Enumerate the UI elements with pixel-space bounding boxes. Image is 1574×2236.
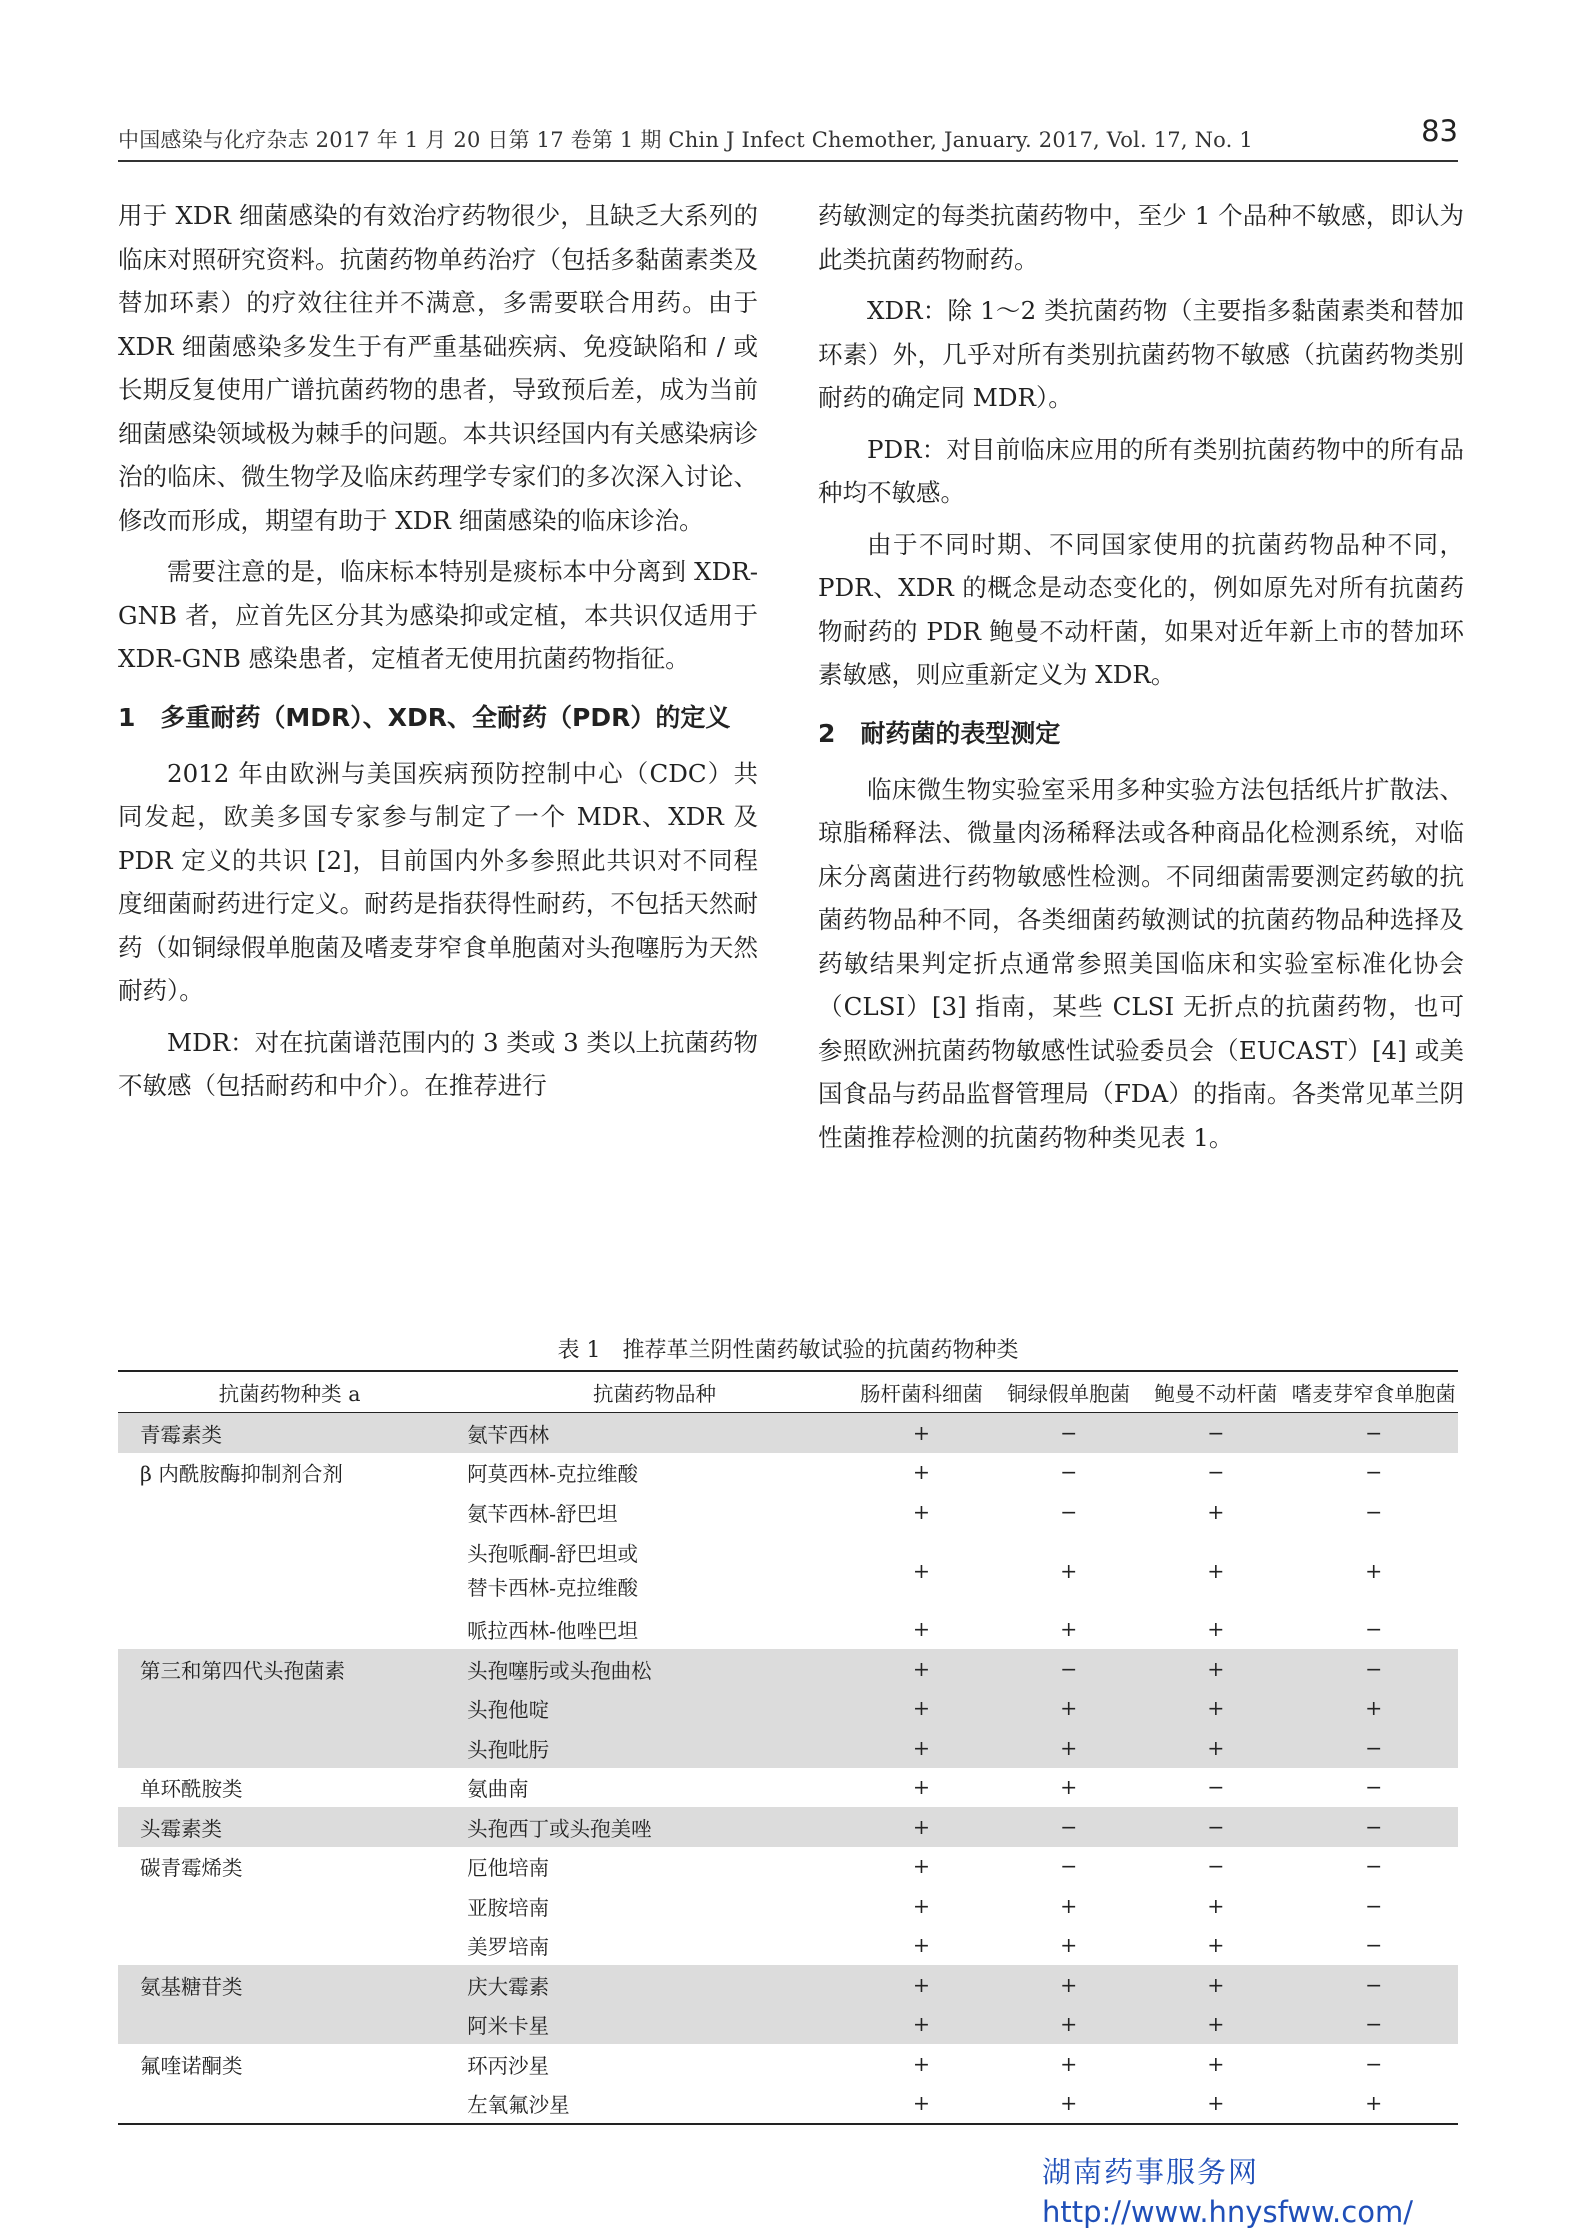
cell-antibiotic-class [118,1610,461,1650]
header-antibiotic-class: 抗菌药物种类 a [118,1371,461,1413]
table-row [118,1689,1458,1729]
cell-pseudomonas: − [1060,1499,1078,1524]
cell-antibiotic-class [118,1492,461,1532]
cell-acinetobacter: + [1207,1617,1225,1642]
cell-antibiotic-class: 氟喹诺酮类 [140,2053,243,2078]
cell-acinetobacter: − [1142,1807,1289,1847]
cell-antibiotic-drug [461,1886,848,1926]
left-column [118,194,758,1116]
cell-antibiotic-drug [461,1649,848,1689]
cell-stenotrophomonas: − [1365,2051,1383,2076]
cell-antibiotic-drug [461,1728,848,1768]
cell-pseudomonas: + [1060,1893,1078,1918]
cell-acinetobacter: + [1207,2091,1225,2116]
cell-pseudomonas: − [1060,1854,1078,1879]
paragraph: XDR：除 1～2 类抗菌药物（主要指多黏菌素类和替加环素）外，几乎对所有类别抗菌药物不敏感（抗菌药物类别耐药的确定同 MDR）。 [818,296,1464,412]
cell-antibiotic-drug [461,2084,848,2125]
table-row [118,1492,1458,1532]
site-watermark [1042,2150,1413,2229]
drug-name: 哌拉西林-他唑巴坦 [467,1619,639,1644]
drug-name: 亚胺培南 [467,1895,550,1920]
cell-stenotrophomonas: − [1365,1617,1383,1642]
cell-acinetobacter: + [1207,2051,1225,2076]
header-pseudomonas: 铜绿假单胞菌 [995,1371,1142,1413]
journal-running-title: 中国感染与化疗杂志 2017 年 1 月 20 日第 17 卷第 1 期 Chin J Infect Chemother, January. 2017, Vol. 17, No. 1 [118,128,1253,152]
cell-enterobacteriaceae: + [912,1933,931,1958]
cell-antibiotic-drug [461,1610,848,1650]
cell-acinetobacter: + [1207,1933,1225,1958]
table-row [118,1413,1458,1453]
header-acinetobacter: 鲍曼不动杆菌 [1142,1371,1289,1413]
cell-stenotrophomonas: − [1289,1807,1458,1847]
page-number: 83 [1421,114,1458,148]
cell-antibiotic-class [118,2005,461,2045]
table-row [118,1610,1458,1650]
table-row [118,1453,1458,1493]
cell-enterobacteriaceae: + [848,1689,995,1729]
cell-antibiotic-drug [461,1807,848,1847]
cell-stenotrophomonas: + [1289,1689,1458,1729]
cell-antibiotic-class: 第三和第四代头孢菌素 [118,1649,461,1689]
header-antibiotic-drug: 抗菌药物品种 [461,1371,848,1413]
cell-acinetobacter: − [1207,1775,1225,1800]
drug-name: 氨苄西林-舒巴坦 [467,1501,618,1526]
cell-enterobacteriaceae: + [848,1649,995,1689]
cell-enterobacteriaceae: + [848,1728,995,1768]
cell-enterobacteriaceae: + [912,1775,931,1800]
drug-name: 厄他培南 [467,1856,550,1881]
cell-antibiotic-class: β 内酰胺酶抑制剂合剂 [140,1462,343,1487]
drug-name: 氨曲南 [467,1777,529,1802]
cell-antibiotic-drug [461,2044,848,2084]
cell-acinetobacter: + [1142,1728,1289,1768]
cell-acinetobacter: + [1207,1558,1225,1583]
cell-antibiotic-drug [461,1453,848,1493]
cell-enterobacteriaceae: + [912,1499,931,1524]
paragraph: 需要注意的是，临床标本特别是痰标本中分离到 XDR-GNB 者，应首先区分其为感染抑或定植，本共识仅适用于 XDR-GNB 感染患者，定植者无使用抗菌药物指征。 [118,557,758,673]
cell-antibiotic-drug [461,1768,848,1808]
cell-enterobacteriaceae: + [848,1807,995,1847]
cell-enterobacteriaceae: + [912,1460,931,1485]
watermark-url[interactable]: http://www.hnysfww.com/ [1042,2195,1413,2229]
table-row [118,1926,1458,1966]
cell-pseudomonas: + [995,1728,1142,1768]
drug-name-continued: 替卡西林-克拉维酸 [467,1575,639,1600]
cell-antibiotic-drug [461,1847,848,1887]
table-row [118,1532,1458,1610]
cell-acinetobacter: + [1207,1499,1225,1524]
drug-name: 左氧氟沙星 [467,2093,570,2118]
table-row [118,1886,1458,1926]
cell-acinetobacter: + [1142,1649,1289,1689]
drug-name: 庆大霉素 [467,1974,550,1999]
cell-antibiotic-class: 碳青霉烯类 [140,1856,243,1881]
cell-antibiotic-drug [461,1492,848,1532]
paragraph: 药敏测定的每类抗菌药物中，至少 1 个品种不敏感，即认为此类抗菌药物耐药。 [818,201,1464,274]
antibiotic-table [118,1370,1458,2125]
table-row [118,2084,1458,2125]
cell-antibiotic-class [118,1728,461,1768]
cell-pseudomonas: + [1060,1933,1078,1958]
cell-enterobacteriaceae: + [848,2005,995,2045]
cell-pseudomonas: + [1060,1558,1078,1583]
drug-name: 阿米卡星 [467,2014,550,2039]
drug-name: 美罗培南 [467,1935,550,1960]
cell-acinetobacter: − [1207,1460,1225,1485]
cell-pseudomonas: + [1060,1775,1078,1800]
cell-antibiotic-class [118,1926,461,1966]
cell-stenotrophomonas: + [1365,1558,1383,1583]
drug-name: 头孢哌酮-舒巴坦或 [467,1541,639,1566]
drug-name: 头孢吡肟 [467,1737,550,1762]
cell-acinetobacter: + [1142,1689,1289,1729]
cell-antibiotic-drug [461,2005,848,2045]
cell-pseudomonas: + [1060,2091,1078,2116]
cell-antibiotic-drug [461,1689,848,1729]
cell-antibiotic-drug [461,1413,848,1453]
running-header [118,114,1458,162]
cell-antibiotic-class: 青霉素类 [118,1413,461,1453]
cell-stenotrophomonas: − [1289,1413,1458,1453]
cell-stenotrophomonas: − [1289,1649,1458,1689]
cell-enterobacteriaceae: + [912,1558,931,1583]
cell-enterobacteriaceae: + [848,1965,995,2005]
watermark-site-name: 湖南药事服务网 [1042,2155,1260,2189]
table-header-row [118,1371,1458,1413]
cell-acinetobacter: − [1207,1854,1225,1879]
drug-name: 氨苄西林 [467,1422,550,1447]
cell-enterobacteriaceae: + [912,1893,931,1918]
cell-stenotrophomonas: − [1289,1728,1458,1768]
cell-enterobacteriaceae: + [912,1617,931,1642]
table-row [118,1768,1458,1808]
cell-acinetobacter: + [1142,1965,1289,2005]
cell-pseudomonas: + [995,1689,1142,1729]
paragraph: 临床微生物实验室采用多种实验方法包括纸片扩散法、琼脂稀释法、微量肉汤稀释法或各种商品化检测系统，对临床分离菌进行药物敏感性检测。不同细菌需要测定药敏的抗菌药物品种不同，各类细菌药敏测试的抗菌药物品种选择及药敏结果判定折点通常参照美国临床和实验室标准化协会（CLSI）[3] 指南，某些 CLSI 无折点的抗菌药物，也可参照欧洲抗菌药物敏感性试验委员会（EUCAST）[4] 或美国食品与药品监督管理局（FDA）的指南。各类常见革兰阴性菌推荐检测的抗菌药物种类见表 1。 [818,774,1464,1152]
drug-name: 头孢噻肟或头孢曲松 [467,1658,652,1683]
paragraph: 由于不同时期、不同国家使用的抗菌药物品种不同，PDR、XDR 的概念是动态变化的，例如原先对所有抗菌药物耐药的 PDR 鲍曼不动杆菌，如果对近年新上市的替加环素敏感，则应重新定义为 XDR。 [818,529,1464,689]
cell-antibiotic-drug [461,1532,848,1610]
cell-stenotrophomonas: − [1365,1893,1383,1918]
cell-stenotrophomonas: − [1365,1854,1383,1879]
cell-pseudomonas: + [1060,1617,1078,1642]
cell-antibiotic-class: 单环酰胺类 [140,1777,243,1802]
cell-acinetobacter: + [1142,2005,1289,2045]
cell-stenotrophomonas: − [1289,2005,1458,2045]
paragraph: PDR：对目前临床应用的所有类别抗菌药物中的所有品种均不敏感。 [818,434,1464,507]
cell-antibiotic-class: 头霉素类 [118,1807,461,1847]
table-row [118,1649,1458,1689]
cell-pseudomonas: − [995,1649,1142,1689]
cell-stenotrophomonas: − [1365,1499,1383,1524]
cell-antibiotic-drug [461,1926,848,1966]
cell-stenotrophomonas: + [1365,2091,1383,2116]
cell-stenotrophomonas: − [1365,1775,1383,1800]
table-row [118,1807,1458,1847]
cell-antibiotic-class [118,1689,461,1729]
cell-stenotrophomonas: − [1365,1460,1383,1485]
cell-antibiotic-class: 氨基糖苷类 [118,1965,461,2005]
header-enterobacteriaceae: 肠杆菌科细菌 [848,1371,995,1413]
drug-name: 环丙沙星 [467,2053,550,2078]
cell-pseudomonas: + [995,2005,1142,2045]
table-row [118,2044,1458,2084]
header-stenotrophomonas: 嗜麦芽窄食单胞菌 [1289,1371,1458,1413]
table-caption: 表 1 推荐革兰阴性菌药敏试验的抗菌药物种类 [557,1338,1019,1363]
section-heading-2: 2 耐药菌的表型测定 [818,718,1061,748]
table-row [118,2005,1458,2045]
table-row [118,1728,1458,1768]
paragraph: 2012 年由欧洲与美国疾病预防控制中心（CDC）共同发起，欧美多国专家参与制定了一个 MDR、XDR 及 PDR 定义的共识 [2]，目前国内外多参照此共识对不同程度细菌耐药进行定义。耐药是指获得性耐药，不包括天然耐药（如铜绿假单胞菌及嗜麦芽窄食单胞菌对头孢噻肟为天然耐药）。 [118,758,758,1005]
cell-enterobacteriaceae: + [912,2051,931,2076]
table-row [118,1847,1458,1887]
cell-antibiotic-class [118,2084,461,2125]
cell-enterobacteriaceae: + [848,1413,995,1453]
cell-pseudomonas: + [995,1965,1142,2005]
cell-acinetobacter: + [1207,1893,1225,1918]
cell-pseudomonas: − [1060,1460,1078,1485]
right-column [818,194,1464,1167]
drug-name: 阿莫西林-克拉维酸 [467,1462,639,1487]
cell-pseudomonas: − [995,1807,1142,1847]
cell-antibiotic-drug [461,1965,848,2005]
paragraph: MDR：对在抗菌谱范围内的 3 类或 3 类以上抗菌药物不敏感（包括耐药和中介）。在推荐进行 [118,1027,759,1100]
cell-antibiotic-class [118,1532,461,1610]
cell-enterobacteriaceae: + [912,2091,931,2116]
paragraph: 用于 XDR 细菌感染的有效治疗药物很少，且缺乏大系列的临床对照研究资料。抗菌药物单药治疗（包括多黏菌素类及替加环素）的疗效往往并不满意，多需要联合用药。由于 XDR 细菌感染多发生于有严重基础疾病、免疫缺陷和 / 或长期反复使用广谱抗菌药物的患者，导致预后差，成为当前细菌感染领域极为棘手的问题。本共识经国内有关感染病诊治的临床、微生物学及临床药理学专家们的多次深入讨论、修改而形成，期望有助于 XDR 细菌感染的临床诊治。 [118,201,758,535]
table-row [118,1965,1458,2005]
cell-pseudomonas: − [995,1413,1142,1453]
section-heading-1: 1 多重耐药（MDR）、XDR、全耐药（PDR）的定义 [118,702,731,732]
cell-enterobacteriaceae: + [912,1854,931,1879]
drug-name: 头孢西丁或头孢美唑 [467,1816,652,1841]
drug-name: 头孢他啶 [467,1698,550,1723]
cell-stenotrophomonas: − [1289,1965,1458,2005]
cell-pseudomonas: + [1060,2051,1078,2076]
cell-antibiotic-class [118,1886,461,1926]
cell-acinetobacter: − [1142,1413,1289,1453]
cell-stenotrophomonas: − [1365,1933,1383,1958]
